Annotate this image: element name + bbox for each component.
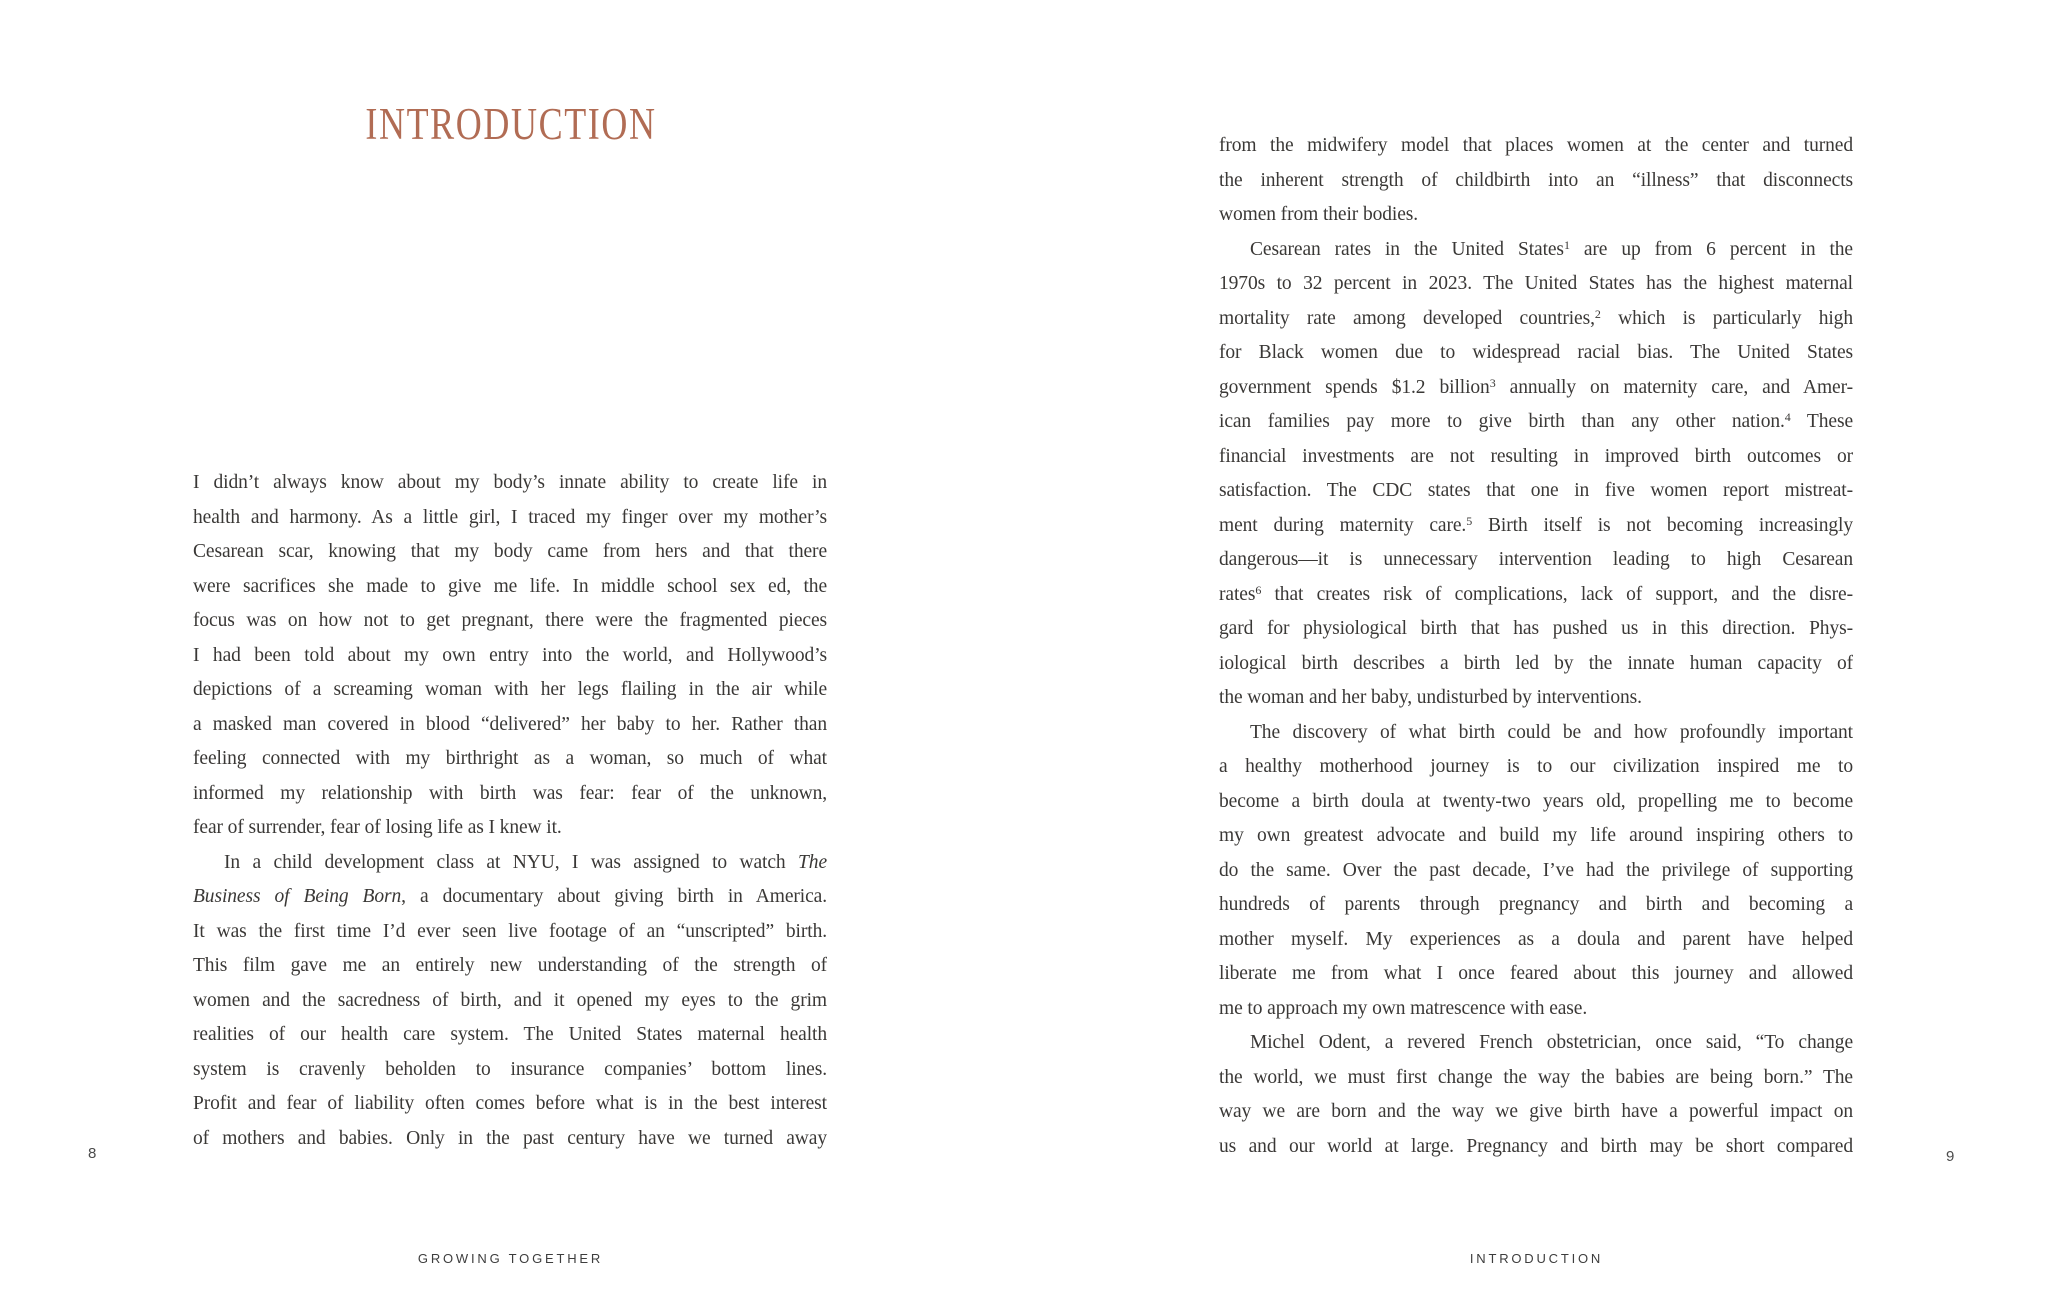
text-line: rates$^6$ that creates risk of complications, lack of support, and the disre- — [1219, 582, 1853, 605]
left-page-body — [193, 466, 827, 1156]
text-line: were sacrifices she made to give me life. In middle school sex ed, the — [193, 575, 827, 597]
running-footer-chapter: INTRODUCTION — [1469, 1251, 1604, 1266]
text-line: hundreds of parents through pregnancy and birth and becoming a — [1219, 894, 1853, 915]
paragraph — [193, 466, 827, 846]
text-line: fear of surrender, fear of losing life as I knew it. — [193, 817, 562, 838]
text-line: I didn’t always know about my body’s innate ability to create life in — [193, 472, 827, 493]
text-line: government spends $1.2 billion$^3$ annually on maternity care, and Amer- — [1219, 375, 1853, 398]
text-line: from the midwifery model that places women at the center and turned — [1219, 135, 1853, 156]
text-line: of mothers and babies. Only in the past century have we turned away — [193, 1127, 827, 1149]
text-line: Cesarean scar, knowing that my body came from hers and that there — [193, 541, 827, 562]
text-line: Profit and fear of liability often comes before what is in the best interest — [193, 1093, 827, 1114]
text-line: feeling connected with my birthright as a woman, so much of what — [193, 748, 827, 769]
text-line: women from their bodies. — [1219, 204, 1419, 225]
chapter-title-text: INTRODUCTION — [364, 99, 657, 149]
text-line: focus was on how not to get pregnant, there were the fragmented pieces — [193, 610, 827, 631]
text-line: The discovery of what birth could be and how profoundly important — [1250, 721, 1853, 743]
paragraph — [1219, 1026, 1853, 1164]
text-line: us and our world at large. Pregnancy and birth may be short compared — [1219, 1135, 1853, 1157]
text-line: do the same. Over the past decade, I’ve had the privilege of supporting — [1219, 859, 1853, 881]
text-line: the world, we must first change the way the babies are being born.” The — [1219, 1066, 1853, 1088]
text-line: depictions of a screaming woman with her legs flailing in the air while — [193, 679, 827, 700]
chapter-title — [193, 98, 828, 150]
paragraph — [193, 846, 827, 1157]
page-number-left: 8 — [88, 1145, 97, 1162]
right-page-body — [1219, 129, 1853, 1164]
text-line: 1970s to 32 percent in 2023. The United States has the highest maternal — [1219, 273, 1853, 294]
text-line: my own greatest advocate and build my life around inspiring others to — [1219, 825, 1853, 846]
text-line: the inherent strength of childbirth into an “illness” that disconnects — [1219, 169, 1853, 191]
text-line: In a child development class at NYU, I was assigned to watch The — [224, 851, 827, 873]
page-number-right: 9 — [1946, 1148, 1955, 1165]
text-line: financial investments are not resulting in improved birth outcomes or — [1219, 445, 1853, 467]
text-line: become a birth doula at twenty-two years old, propelling me to become — [1219, 790, 1853, 812]
text-line: This film gave me an entirely new understanding of the strength of — [193, 955, 827, 976]
running-footer-book-title: GROWING TOGETHER — [417, 1251, 604, 1266]
text-line: for Black women due to widespread racial bias. The United States — [1219, 342, 1853, 363]
text-line: a healthy motherhood journey is to our civilization inspired me to — [1219, 756, 1853, 777]
text-line: way we are born and the way we give birth have a powerful impact on — [1219, 1101, 1853, 1122]
text-line: system is cravenly beholden to insurance companies’ bottom lines. — [193, 1058, 827, 1080]
paragraph — [1219, 233, 1853, 716]
paragraph — [1219, 129, 1853, 233]
text-line: realities of our health care system. The United States maternal health — [193, 1024, 827, 1045]
text-line: Michel Odent, a revered French obstetrician, once said, “To change — [1250, 1032, 1853, 1053]
text-line: a masked man covered in blood “delivered” her baby to her. Rather than — [193, 713, 827, 735]
text-line: mother myself. My experiences as a doula and parent have helped — [1219, 928, 1853, 950]
text-line: the woman and her baby, undisturbed by interventions. — [1219, 687, 1642, 708]
text-line: ment during maternity care.$^5$ Birth itself is not becoming increasingly — [1219, 513, 1853, 536]
text-line: I had been told about my own entry into the world, and Hollywood’s — [193, 644, 827, 666]
text-line: dangerous—it is unnecessary intervention leading to high Cesarean — [1219, 549, 1853, 570]
text-line: ican families pay more to give birth than any other nation.$^4$ These — [1219, 410, 1853, 432]
text-line: Business of Being Born, a documentary about giving birth in America. — [193, 886, 827, 907]
text-line: liberate me from what I once feared about this journey and allowed — [1219, 963, 1853, 984]
text-line: health and harmony. As a little girl, I traced my finger over my mother’s — [193, 506, 827, 528]
paragraph — [1219, 716, 1853, 1027]
text-line: gard for physiological birth that has pushed us in this direction. Phys- — [1219, 618, 1853, 639]
text-line: mortality rate among developed countries,$^2$ which is particularly high — [1219, 306, 1853, 329]
text-line: women and the sacredness of birth, and it opened my eyes to the grim — [193, 989, 827, 1011]
text-line: informed my relationship with birth was fear: fear of the unknown, — [193, 782, 827, 804]
text-line: iological birth describes a birth led by the innate human capacity of — [1219, 652, 1853, 674]
text-line: It was the first time I’d ever seen live footage of an “unscripted” birth. — [193, 920, 827, 942]
text-line: Cesarean rates in the United States$^1$ are up from 6 percent in the — [1250, 237, 1853, 260]
text-line: satisfaction. The CDC states that one in five women report mistreat- — [1219, 480, 1853, 501]
text-line: me to approach my own matrescence with ease. — [1219, 997, 1588, 1019]
